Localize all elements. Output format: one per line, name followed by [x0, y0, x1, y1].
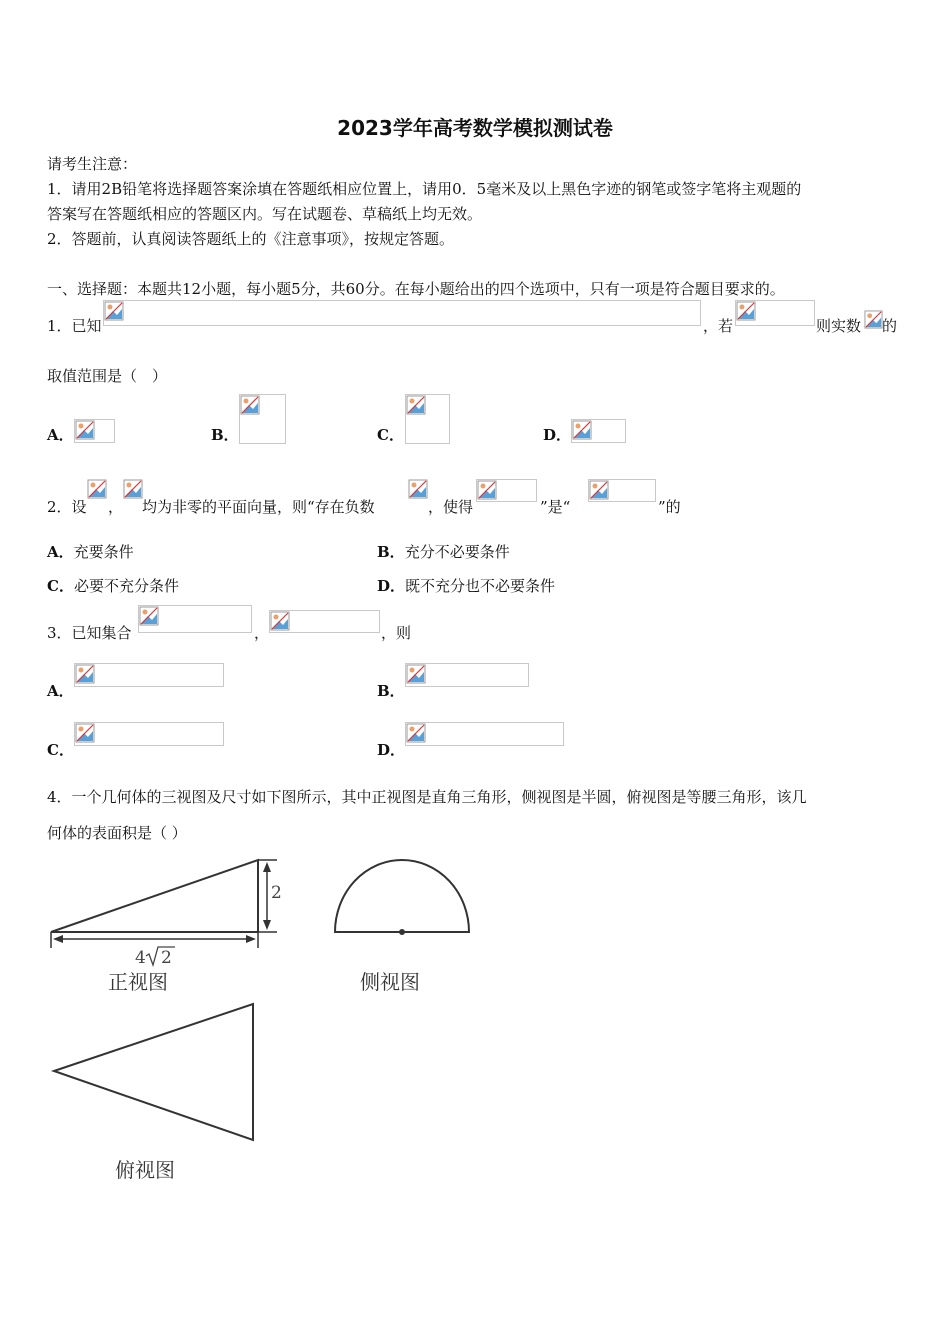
- top-view-label: 俯视图: [115, 1158, 175, 1182]
- q2-vector-a-image: [87, 479, 108, 500]
- q4-line-1: 4．一个几何体的三视图及尺寸如下图所示，其中正视图是直角三角形，侧视图是半圆，俯视图是等腰三角形，该几: [47, 788, 807, 806]
- q1-var-image: [864, 310, 883, 329]
- notice-item-2: 2．答题前，认真阅读答题纸上的《注意事项》，按规定答题。: [47, 230, 455, 248]
- broken-image-icon: [240, 395, 260, 415]
- q2-condition-2-image: [588, 479, 656, 502]
- broken-image-icon: [864, 310, 883, 329]
- q1-option-b-image[interactable]: [239, 394, 286, 444]
- q2-text-2: ，使得: [428, 498, 474, 516]
- q2-lambda-image: [408, 479, 429, 500]
- q2-option-b-label: B．: [377, 543, 405, 561]
- q1-option-b-label[interactable]: B．: [211, 426, 239, 444]
- q2-text-3: ”是“: [540, 498, 571, 516]
- q2-option-b[interactable]: [377, 541, 510, 562]
- broken-image-icon: [75, 420, 95, 440]
- q1-condition-image: [735, 300, 815, 326]
- broken-image-icon: [104, 301, 124, 321]
- q1-option-a-image[interactable]: [74, 419, 115, 443]
- height-arrow-up: [263, 862, 271, 872]
- q2-option-d-text: 既不充分也不必要条件: [405, 577, 556, 595]
- q1-option-d-image[interactable]: [571, 419, 626, 443]
- section-heading: 一、选择题：本题共12小题，每小题5分，共60分。在每小题给出的四个选项中，只有一项是符合题目要求的。: [47, 280, 785, 298]
- q1-line-2: 取值范围是（ ）: [47, 367, 168, 385]
- q2-option-c[interactable]: [47, 575, 179, 596]
- height-label: 2: [271, 883, 282, 903]
- broken-image-icon: [406, 723, 426, 743]
- q1-mid-text: ，若: [703, 317, 734, 335]
- broken-image-icon: [477, 480, 497, 500]
- q2-prefix: 2．设: [47, 498, 87, 516]
- broken-image-icon: [123, 479, 143, 499]
- front-view-figure: [45, 850, 295, 1000]
- q3-option-b-image[interactable]: [405, 663, 529, 687]
- q2-option-a-label: A．: [47, 543, 74, 561]
- q3-option-a-image[interactable]: [74, 663, 224, 687]
- base-arrow-right: [246, 935, 256, 943]
- notice-item-1-line-2: 答案写在答题纸相应的答题区内。写在试题卷、草稿纸上均无效。: [47, 205, 483, 223]
- front-view-triangle: [51, 860, 258, 932]
- q1-suffix: 的: [882, 317, 898, 335]
- q3-set-a-image: [138, 605, 252, 633]
- base-arrow-left: [53, 935, 63, 943]
- q3-option-d-image[interactable]: [405, 722, 564, 746]
- page-title: 2023学年高考数学模拟测试卷: [337, 116, 613, 140]
- top-view-figure: [48, 1000, 263, 1150]
- q2-text-4: ”的: [658, 498, 681, 516]
- q2-option-a-text: 充要条件: [73, 543, 134, 561]
- broken-image-icon: [406, 664, 426, 684]
- q3-option-a-label[interactable]: A．: [47, 682, 74, 700]
- front-view-label: 正视图: [108, 970, 168, 994]
- q3-comma: ，: [254, 624, 270, 642]
- q2-condition-1-image: [476, 479, 537, 502]
- q3-option-c-image[interactable]: [74, 722, 224, 746]
- broken-image-icon: [75, 664, 95, 684]
- q2-text-1: 均为非零的平面向量，则“存在负数: [142, 498, 375, 516]
- notice-item-1-line-1: 1．请用2B铅笔将选择题答案涂填在答题纸相应位置上，请用0．5毫米及以上黑色字迹的钢笔或签字笔将主观题的: [47, 180, 802, 198]
- base-label-coef: 4: [135, 948, 146, 968]
- side-view-label: 侧视图: [360, 970, 420, 994]
- broken-image-icon: [572, 420, 592, 440]
- q2-option-a[interactable]: [47, 541, 134, 562]
- q3-suffix: ，则: [381, 624, 412, 642]
- base-label-root: 2: [161, 948, 172, 968]
- q3-prefix: 3．已知集合: [47, 624, 132, 642]
- q3-option-b-label[interactable]: B．: [377, 682, 405, 700]
- q4-line-2: 何体的表面积是（ ）: [47, 824, 187, 842]
- broken-image-icon: [87, 479, 107, 499]
- q2-option-b-text: 充分不必要条件: [404, 543, 510, 561]
- broken-image-icon: [270, 611, 290, 631]
- broken-image-icon: [736, 301, 756, 321]
- side-view-figure: [330, 855, 475, 940]
- q1-mid2-text: 则实数: [816, 317, 862, 335]
- q3-option-d-label[interactable]: D．: [377, 741, 406, 759]
- q1-option-c-label[interactable]: C．: [377, 426, 404, 444]
- q3-set-b-image: [269, 610, 380, 633]
- q2-option-d-label: D．: [377, 577, 406, 595]
- q2-vector-b-image: [123, 479, 144, 500]
- side-view-semicircle: [335, 860, 469, 932]
- q1-prefix: 1．已知: [47, 317, 102, 335]
- q1-option-c-image[interactable]: [405, 394, 450, 444]
- q3-option-c-label[interactable]: C．: [47, 741, 74, 759]
- top-view-triangle: [54, 1004, 253, 1140]
- broken-image-icon: [408, 479, 428, 499]
- height-arrow-down: [263, 920, 271, 930]
- broken-image-icon: [589, 480, 609, 500]
- q1-formula-image: [103, 300, 701, 326]
- center-dot: [399, 929, 405, 935]
- q1-option-d-label[interactable]: D．: [543, 426, 572, 444]
- q2-comma: ，: [108, 498, 124, 516]
- q1-option-a-label[interactable]: A．: [47, 426, 74, 444]
- broken-image-icon: [75, 723, 95, 743]
- q2-option-c-text: 必要不充分条件: [73, 577, 179, 595]
- q2-option-c-label: C．: [47, 577, 74, 595]
- broken-image-icon: [406, 395, 426, 415]
- notice-heading: 请考生注意：: [47, 155, 138, 173]
- q2-option-d[interactable]: [377, 575, 555, 596]
- broken-image-icon: [139, 606, 159, 626]
